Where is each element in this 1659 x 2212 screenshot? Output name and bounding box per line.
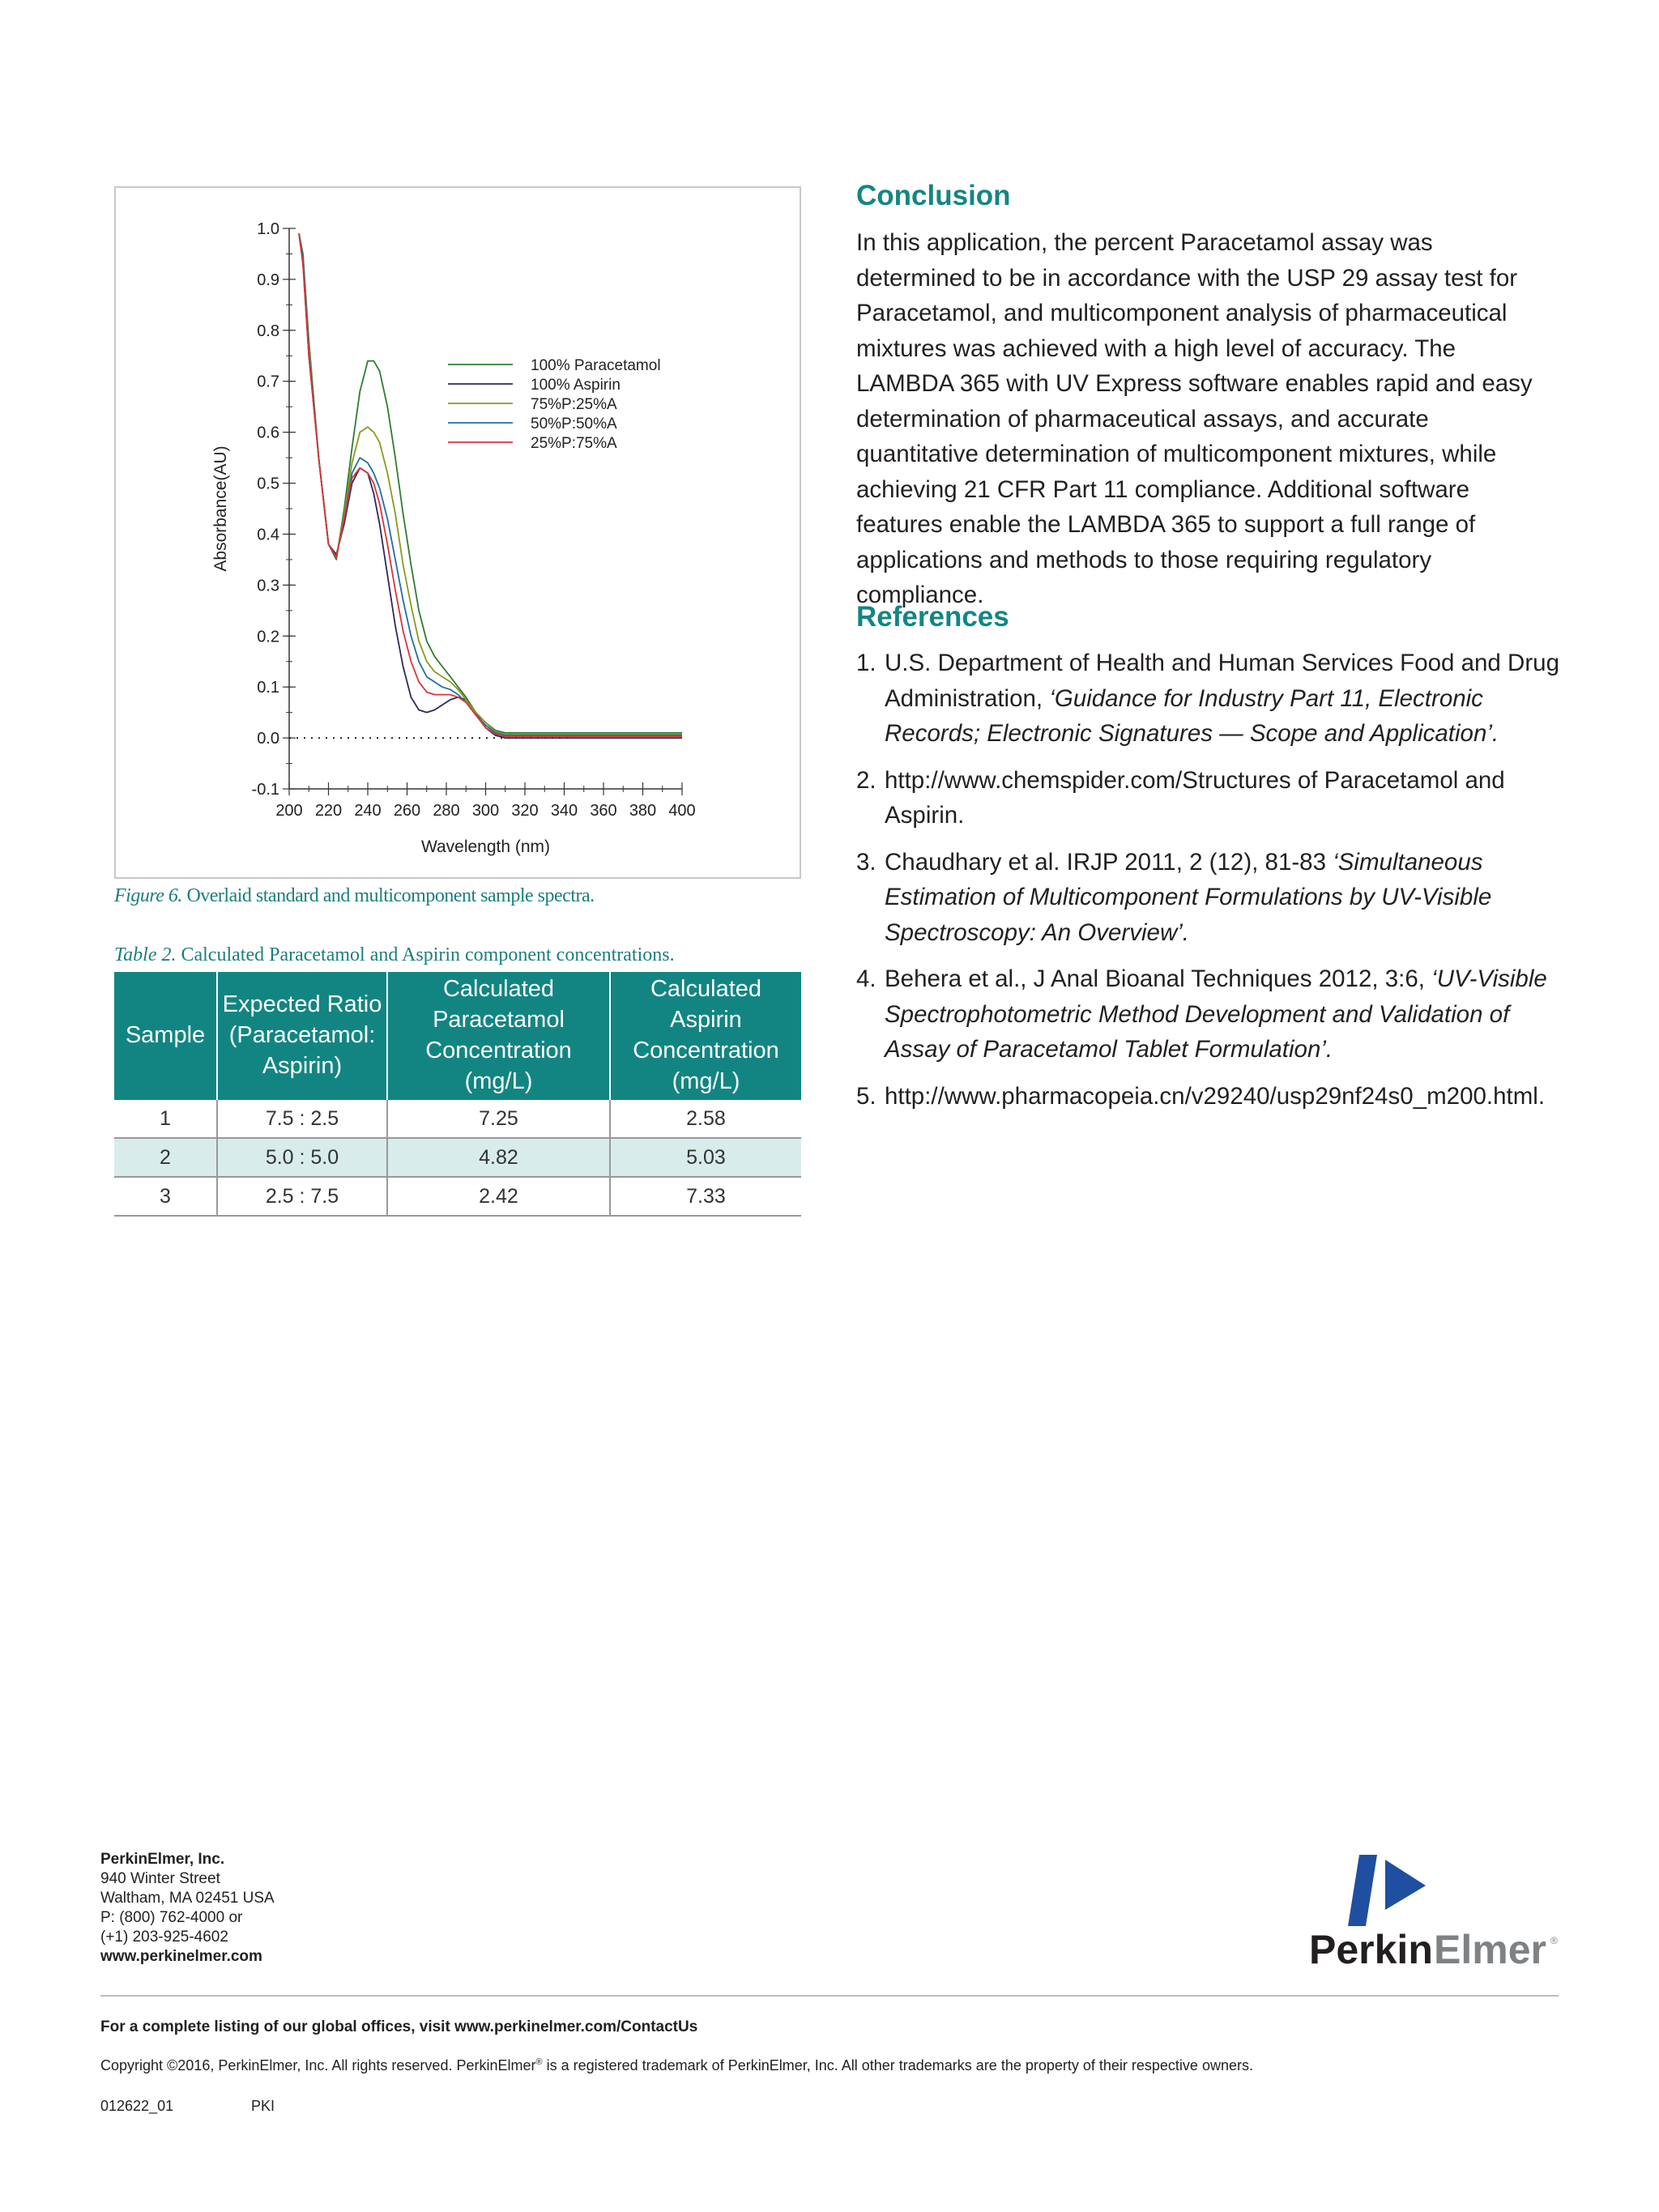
address-city: Waltham, MA 02451 USA [100, 1890, 275, 1907]
address-phone-alt: (+1) 203-925-4602 [100, 1929, 228, 1946]
reference-text: U.S. Department of Health and Human Services Food and Drug Administration, [885, 650, 1559, 712]
table-cell: 2.42 [387, 1177, 610, 1216]
reference-number: 5. [856, 1082, 876, 1110]
reference-number: 4. [856, 965, 876, 992]
company-name: PerkinElmer, Inc. [100, 1851, 225, 1868]
y-axis-label: Absorbance(AU) [211, 445, 230, 572]
reference-item [856, 646, 1561, 752]
conclusion-paragraph: In this application, the percent Paracetamol assay was determined to be in accordance with the USP 29 assay test for Paracetamol, and multicomponent analysis of pharmaceutical mixtures was achieved with a high level of accuracy. The LAMBDA 365 with UV Express software enables rapid and easy determination of pharmaceutical assays, and accurate quantitative determination of multicomponent mixtures, while achieving 21 CFR Part 11 compliance. Additional software features enable the LAMBDA 365 to support a full range of applications and methods to those requiring regulatory compliance. [856, 229, 1533, 608]
copyright-text-rest: is a registered trademark of PerkinElmer, Inc. All other trademarks are the property of their respective owners. [542, 2057, 1253, 2073]
table-cell: 5.0 : 5.0 [217, 1138, 387, 1177]
document-suffix: PKI [251, 2098, 275, 2114]
x-tick-label: 240 [354, 802, 382, 820]
reference-text: Behera et al., J Anal Bioanal Techniques 2012, 3:6, [885, 965, 1432, 992]
table-caption [114, 944, 843, 966]
table-cell: 2.58 [610, 1100, 801, 1138]
company-website-link[interactable]: www.perkinelmer.com [100, 1948, 262, 1965]
table-caption-text: Calculated Paracetamol and Aspirin component concentrations. [176, 944, 675, 965]
reference-title: ‘UV-Visible Spectrophotometric Method Development and Validation of Assay of Paracetamol Tablet Formulation’. [885, 965, 1547, 1063]
references-list [856, 646, 1561, 1125]
table-row [114, 1100, 801, 1138]
copyright-registered: ® [535, 2057, 543, 2067]
y-tick-label: 1.0 [257, 220, 279, 238]
address-phone: P: (800) 762-4000 or [100, 1909, 243, 1926]
x-tick-label: 360 [590, 802, 617, 820]
global-offices-note: For a complete listing of our global offices, visit www.perkinelmer.com/ContactUs [100, 2018, 698, 2035]
logo-triangle-icon [1385, 1860, 1426, 1910]
reference-item [856, 763, 1561, 833]
address-street: 940 Winter Street [100, 1870, 220, 1887]
reference-item [856, 961, 1561, 1068]
x-tick-label: 400 [668, 802, 696, 820]
logo-registered-mark: ® [1550, 1935, 1558, 1946]
legend-label: 25%P:75%A [531, 435, 617, 452]
copyright-notice [100, 2057, 1253, 2074]
y-tick-label: 0.0 [257, 730, 279, 748]
reference-number: 3. [856, 848, 876, 876]
table-cell: 3 [114, 1177, 217, 1216]
reference-number: 2. [856, 766, 876, 794]
table-cell: 2 [114, 1138, 217, 1177]
y-tick-label: 0.6 [257, 424, 279, 442]
table-row [114, 1177, 801, 1216]
logo-bar-icon [1348, 1855, 1377, 1926]
legend-label: 100% Paracetamol [531, 357, 661, 374]
x-axis-label: Wavelength (nm) [420, 837, 551, 856]
series-line-5 [299, 233, 682, 736]
table-caption-label: Table 2. [114, 944, 177, 965]
figure-caption-text: Overlaid standard and multicomponent sample spectra. [181, 885, 595, 906]
x-tick-label: 280 [433, 802, 460, 820]
y-tick-label: 0.1 [257, 679, 279, 697]
x-tick-label: 220 [314, 802, 343, 820]
reference-number: 1. [856, 650, 876, 676]
table-header-row [114, 972, 801, 1100]
y-tick-label: 0.2 [257, 628, 279, 646]
series-line-2 [299, 233, 682, 738]
perkinelmer-logo [1304, 1848, 1563, 1978]
table-cell: 7.25 [387, 1100, 610, 1138]
copyright-text: Copyright ©2016, PerkinElmer, Inc. All rights reserved. PerkinElmer [100, 2057, 536, 2073]
y-tick-label: -0.1 [251, 781, 279, 799]
x-tick-label: 260 [393, 802, 421, 820]
reference-link[interactable]: http://www.pharmacopeia.cn/v29240/usp29nf24s0_m200.html. [885, 1082, 1546, 1110]
y-tick-label: 0.4 [257, 526, 279, 544]
table-cell: 5.03 [610, 1138, 801, 1177]
legend-label: 75%P:25%A [531, 396, 617, 413]
reference-title: ‘Simultaneous Estimation of Multicomponent Formulations by UV-Visible Spectroscopy: An Overview’. [885, 848, 1492, 946]
table-header-aspirin: Calculated Aspirin Concentration (mg/L) [610, 972, 801, 1100]
figure-caption [114, 885, 843, 907]
logo-word-perkin: Perkin [1309, 1927, 1433, 1972]
y-tick-label: 0.8 [257, 322, 279, 340]
legend-label: 100% Aspirin [531, 377, 621, 394]
x-tick-label: 200 [275, 802, 303, 820]
spectra-chart [116, 188, 800, 877]
references-heading: References [856, 601, 1009, 633]
reference-item [856, 845, 1561, 951]
company-address [100, 1850, 275, 1967]
x-tick-label: 380 [629, 802, 657, 820]
table-cell: 1 [114, 1100, 217, 1138]
concentration-table [114, 972, 801, 1217]
series-line-1 [299, 233, 682, 733]
legend-label: 50%P:50%A [531, 416, 617, 433]
conclusion-heading: Conclusion [856, 180, 1011, 211]
figure-caption-label: Figure 6. [114, 885, 182, 906]
logo-word-elmer: Elmer [1434, 1927, 1546, 1972]
x-tick-label: 340 [550, 802, 578, 820]
reference-link[interactable]: http://www.chemspider.com/Structures of Paracetamol and Aspirin. [885, 766, 1505, 829]
reference-text: Chaudhary et al. IRJP 2011, 2 (12), 81-83 [885, 848, 1333, 876]
y-tick-label: 0.7 [257, 373, 279, 391]
table-header-ratio: Expected Ratio (Paracetamol: Aspirin) [217, 972, 387, 1100]
reference-item [856, 1079, 1561, 1115]
document-code: 012622_01 [100, 2098, 174, 2114]
table-header-sample: Sample [114, 972, 217, 1100]
table-header-paracetamol: Calculated Paracetamol Concentration (mg/L) [387, 972, 610, 1100]
table-cell: 2.5 : 7.5 [217, 1177, 387, 1216]
table-row [114, 1138, 801, 1177]
reference-title: ‘Guidance for Industry Part 11, Electronic Records; Electronic Signatures — Scope and Application’. [885, 684, 1499, 747]
y-tick-label: 0.5 [257, 475, 279, 493]
table-cell: 7.5 : 2.5 [217, 1100, 387, 1138]
series-line-3 [299, 233, 682, 734]
table-cell: 4.82 [387, 1138, 610, 1177]
figure-box [114, 186, 801, 879]
y-tick-label: 0.3 [257, 577, 279, 595]
footer-divider [100, 1995, 1559, 1997]
x-tick-label: 300 [471, 802, 500, 820]
series-line-4 [299, 233, 682, 735]
y-tick-label: 0.9 [257, 271, 279, 289]
x-tick-label: 320 [511, 802, 539, 820]
table-cell: 7.33 [610, 1177, 801, 1216]
